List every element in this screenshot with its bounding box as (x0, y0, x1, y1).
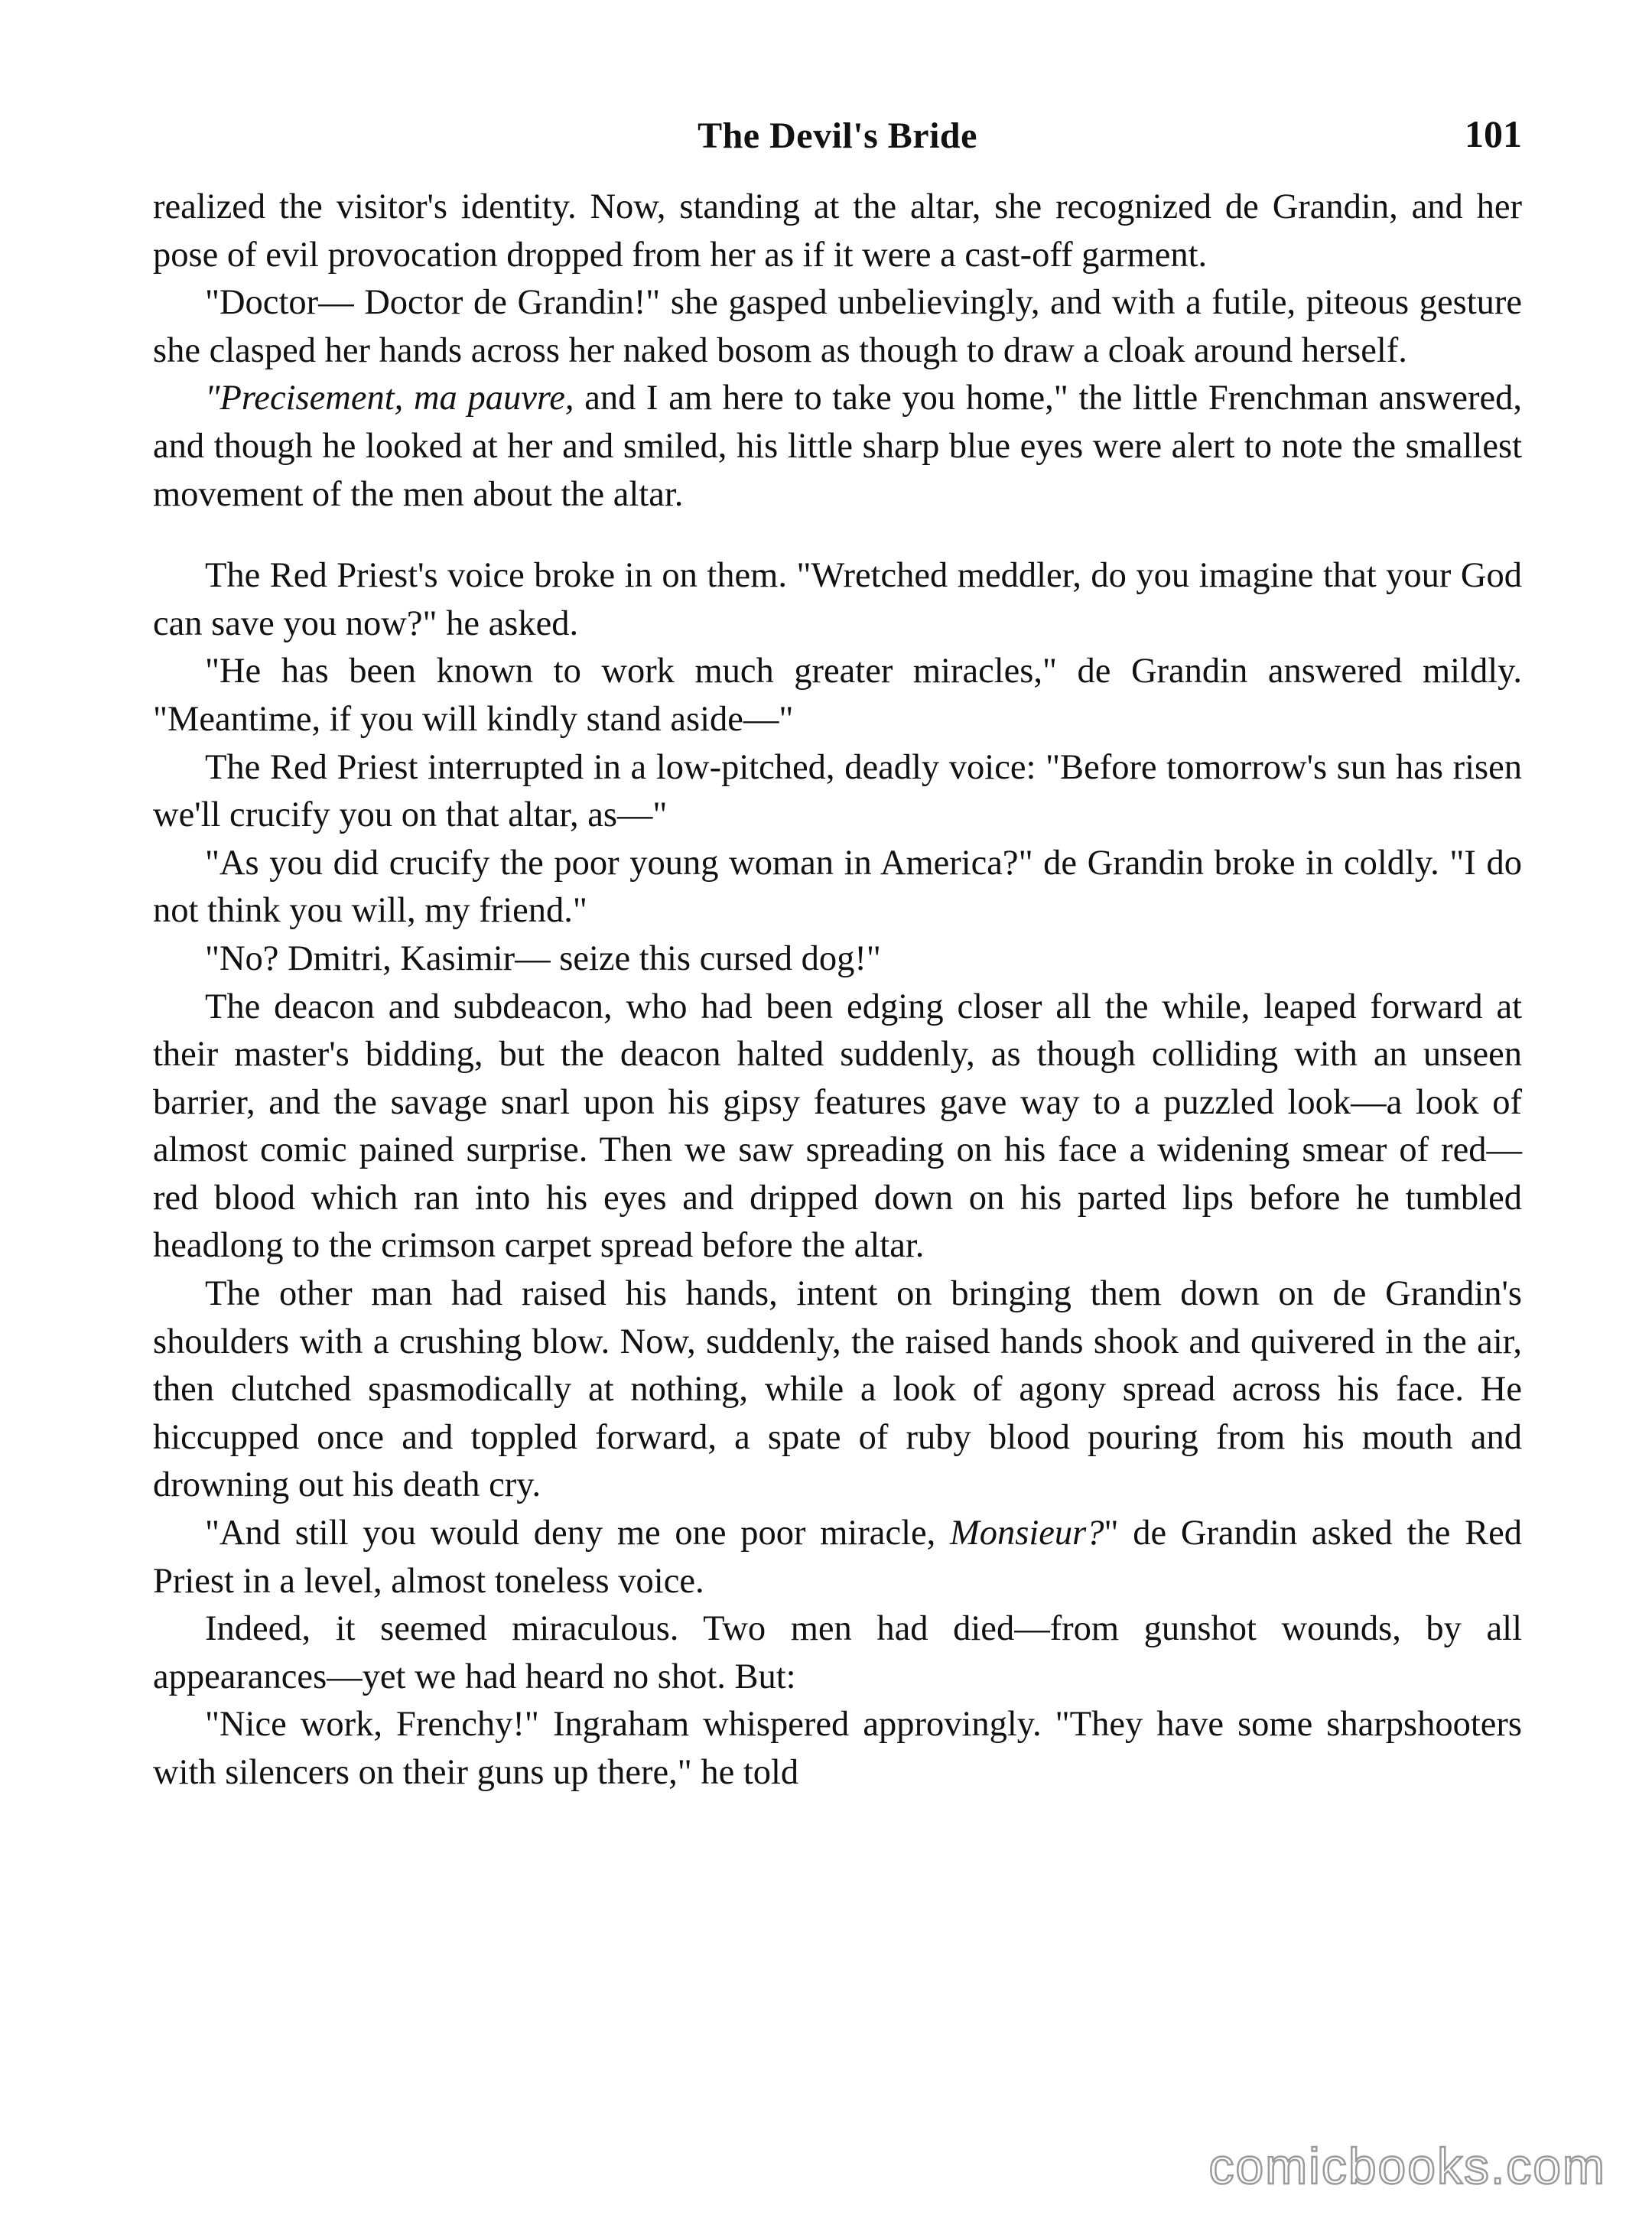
running-title: The Devil's Bride (698, 115, 977, 156)
body-text (153, 184, 1522, 1797)
paragraph-9: The deacon and subdeacon, who had been edging closer all the while, leaped forward at their master's bidding, but the deacon halted suddenly, as though colliding with an unseen barrier, and the savage snarl upon his gipsy features gave way to a puzzled look—a look of almost comic pained surprise. Then we saw spreading on his face a widening smear of red— red blood which ran into his eyes and dripped down on his parted lips before he tumbled headlong to the crimson carpet spread before the altar. (153, 987, 1522, 1266)
paragraph-7: "As you did crucify the poor young woman in America?" de Grandin broke in coldly. "I do not think you will, my friend." (153, 843, 1522, 931)
paragraph-1: realized the visitor's identity. Now, standing at the altar, she recognized de Grandin, and her pose of evil provocation dropped from her as if it were a cast-off garment. (153, 187, 1522, 275)
paragraph-12: Indeed, it seemed miraculous. Two men had died—from gunshot wounds, by all appearances—yet we had heard no shot. But: (153, 1609, 1522, 1696)
paragraph-10: The other man had raised his hands, intent on bringing them down on de Grandin's shoulders with a crushing blow. Now, suddenly, the raised hands shook and quivered in the air, then clutched spasmodically at nothing, while a look of agony spread across his face. He hiccupped once and toppled forward, a spate of ruby blood pouring from his mouth and drowning out his death cry. (153, 1274, 1522, 1505)
page-header (153, 112, 1522, 168)
italic-phrase: "Precisement, ma pauvre, (205, 379, 574, 418)
page-number: 101 (1465, 112, 1522, 155)
paragraph-8: "No? Dmitri, Kasimir— seize this cursed dog!" (205, 938, 881, 978)
paragraph-13: "Nice work, Frenchy!" Ingraham whispered approvingly. "They have some sharpshooters with silencers on their guns up there," he told (153, 1705, 1522, 1792)
paragraph-11: "And still you would deny me one poor miracle, Monsieur?" de Grandin asked the Red Priest in a level, almost toneless voice. (153, 1514, 1522, 1601)
site-watermark: comicbooks.com (1208, 2138, 1606, 2194)
paragraph-4: The Red Priest's voice broke in on them. "Wretched meddler, do you imagine that your God can save you now?" he asked. (153, 556, 1522, 643)
italic-word: Monsieur? (950, 1514, 1104, 1553)
paragraph-2: "Doctor— Doctor de Grandin!" she gasped unbelievingly, and with a futile, piteous gesture she clasped her hands across her naked bosom as though to draw a cloak around herself. (153, 283, 1522, 370)
paragraph-6: The Red Priest interrupted in a low-pitched, deadly voice: "Before tomorrow's sun has risen we'll crucify you on that altar, as—" (153, 747, 1522, 835)
paragraph-5: "He has been known to work much greater miracles," de Grandin answered mildly. "Meantime, if you will kindly stand aside—" (153, 652, 1522, 739)
paragraph-3: "Precisement, ma pauvre, and I am here to take you home," the little Frenchman answered, and though he looked at her and smiled, his little sharp blue eyes were alert to note the smallest movement of the men about the altar. (153, 379, 1522, 514)
